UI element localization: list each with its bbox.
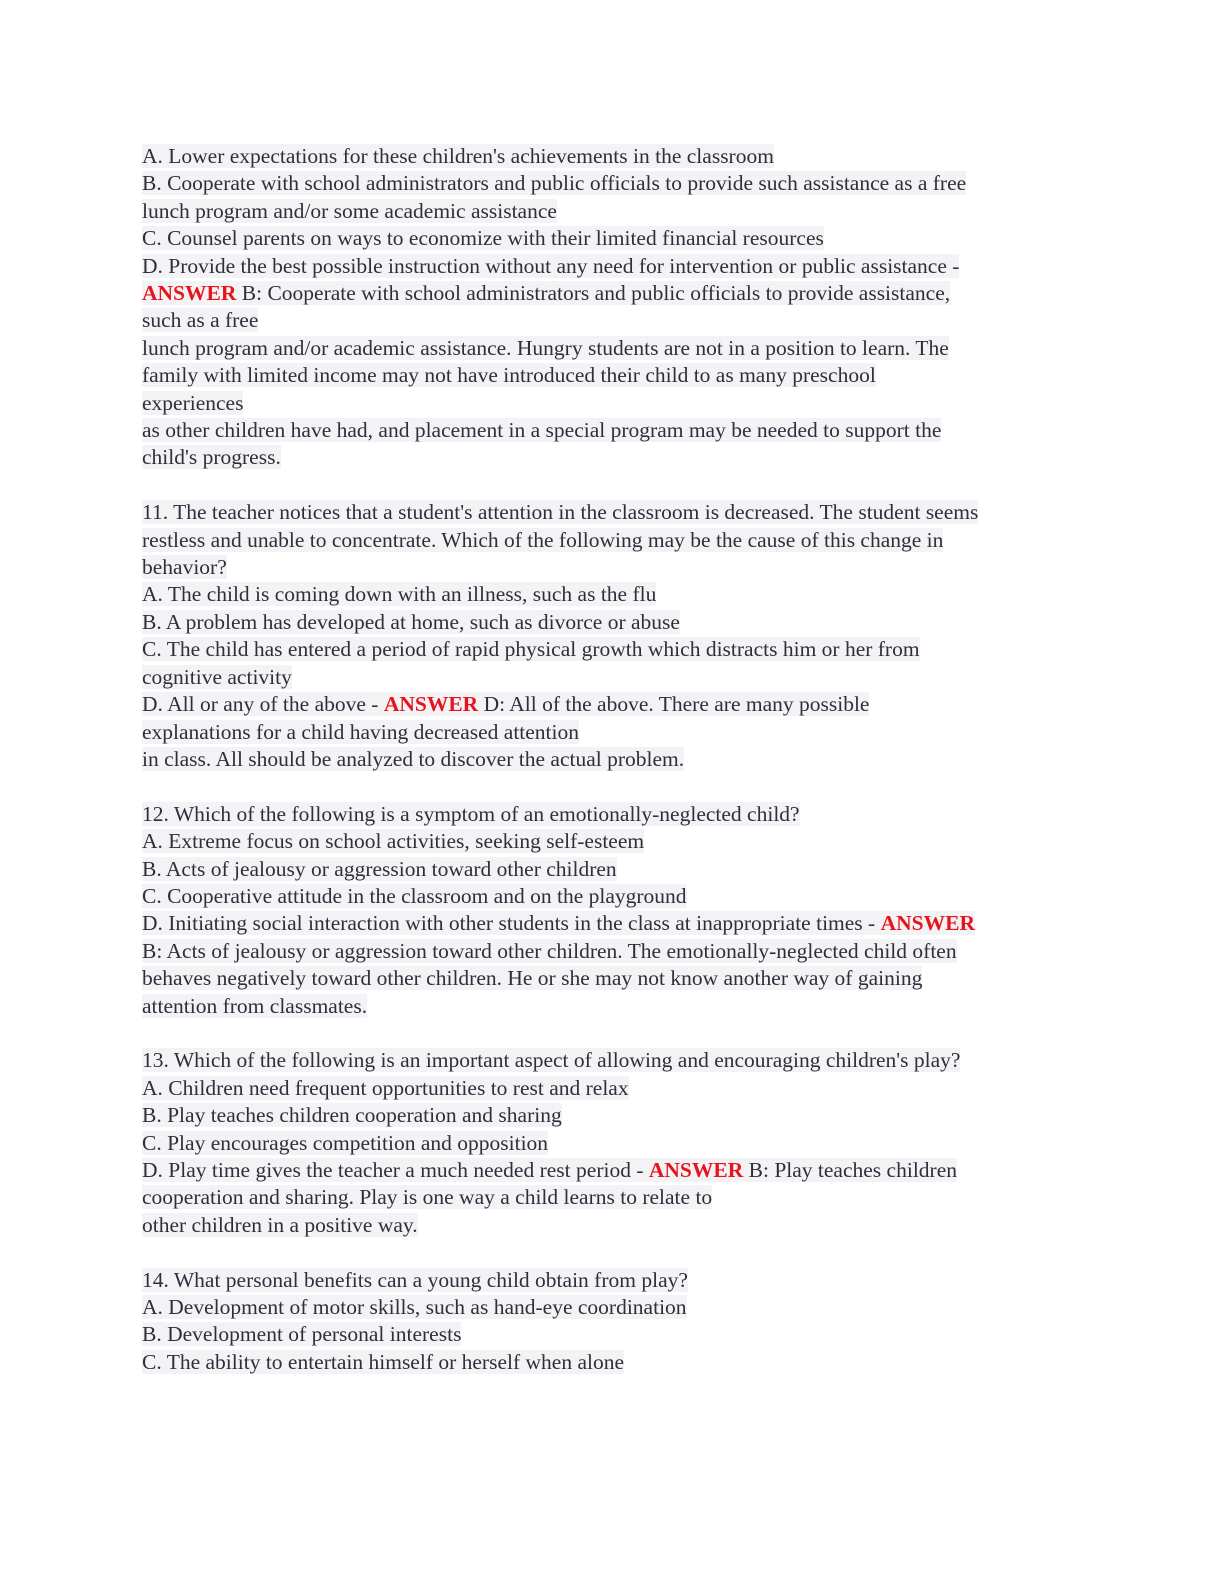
q11-question-line2: restless and unable to concentrate. Which of the following may be the cause of this change in	[142, 527, 944, 552]
q13-option-d: D. Play time gives the teacher a much needed rest period - ANSWER B: Play teaches children	[142, 1157, 957, 1182]
q13-question: 13. Which of the following is an important aspect of allowing and encouraging children's play?	[142, 1048, 961, 1073]
q11-option-d: D. All or any of the above - ANSWER D: All of the above. There are many possible	[142, 692, 870, 717]
q13-option-b: B. Play teaches children cooperation and sharing	[142, 1103, 562, 1128]
q10-option-c: C. Counsel parents on ways to economize with their limited financial resources	[142, 226, 824, 251]
q10-answer-line2: such as a free	[142, 308, 259, 333]
spacer	[142, 1020, 1082, 1047]
q10-option-b-line2: lunch program and/or some academic assistance	[142, 198, 557, 223]
q12-option-b: B. Acts of jealousy or aggression toward other children	[142, 856, 617, 881]
q11-answer-line2: explanations for a child having decreased attention	[142, 719, 580, 744]
q11-option-b: B. A problem has developed at home, such as divorce or abuse	[142, 609, 680, 634]
q12-answer-line2: behaves negatively toward other children. He or she may not know another way of gaining	[142, 966, 923, 991]
q10-option-b-line1: B. Cooperate with school administrators and public officials to provide such assistance as a free	[142, 171, 967, 196]
q14-option-c: C. The ability to entertain himself or herself when alone	[142, 1349, 625, 1374]
q12-option-c: C. Cooperative attitude in the classroom and on the playground	[142, 883, 687, 908]
q10-option-a: A. Lower expectations for these children's achievements in the classroom	[142, 144, 774, 168]
spacer	[142, 773, 1082, 800]
q12-answer-line1: B: Acts of jealousy or aggression toward other children. The emotionally-neglected child often	[142, 938, 957, 963]
q10-answer-line1: ANSWER B: Cooperate with school administrators and public officials to provide assistance,	[142, 281, 951, 306]
q14-option-b: B. Development of personal interests	[142, 1322, 462, 1347]
q10-answer-line4: family with limited income may not have introduced their child to as many preschool	[142, 363, 876, 388]
q12-answer-line3: attention from classmates.	[142, 993, 368, 1018]
q11-option-a: A. The child is coming down with an illness, such as the flu	[142, 582, 657, 607]
q13-option-a: A. Children need frequent opportunities to rest and relax	[142, 1075, 629, 1100]
q14-question: 14. What personal benefits can a young child obtain from play?	[142, 1267, 688, 1292]
q13-option-c: C. Play encourages competition and opposition	[142, 1130, 549, 1155]
q10-answer-line6: as other children have had, and placement in a special program may be needed to support the	[142, 418, 942, 443]
answer-label: ANSWER	[880, 911, 975, 936]
q11-answer-line3: in class. All should be analyzed to discover the actual problem.	[142, 746, 685, 771]
answer-label: ANSWER	[142, 281, 237, 306]
spacer	[142, 1239, 1082, 1266]
page-content	[142, 143, 1082, 1376]
q12-option-a: A. Extreme focus on school activities, seeking self-esteem	[142, 829, 645, 854]
q12-option-d: D. Initiating social interaction with other students in the class at inappropriate times - ANSWER	[142, 911, 975, 936]
q13-answer-line3: other children in a positive way.	[142, 1212, 418, 1237]
q11-question-line3: behavior?	[142, 555, 227, 580]
q12-question: 12. Which of the following is a symptom of an emotionally-neglected child?	[142, 801, 800, 826]
q14-option-a: A. Development of motor skills, such as hand-eye coordination	[142, 1295, 687, 1319]
q10-option-d: D. Provide the best possible instruction without any need for intervention or public assistance -	[142, 253, 960, 278]
q10-answer-line5: experiences	[142, 390, 244, 415]
q10-answer-line7: child's progress.	[142, 445, 281, 470]
q13-answer-line2: cooperation and sharing. Play is one way a child learns to relate to	[142, 1185, 713, 1210]
answer-label: ANSWER	[648, 1157, 744, 1182]
q11-question-line1: 11. The teacher notices that a student's attention in the classroom is decreased. The student seems	[142, 500, 979, 525]
answer-label: ANSWER	[383, 692, 479, 717]
spacer	[142, 472, 1082, 499]
q10-answer-line3: lunch program and/or academic assistance. Hungry students are not in a position to learn. The	[142, 335, 949, 360]
q11-option-c-line2: cognitive activity	[142, 664, 292, 689]
q11-option-c-line1: C. The child has entered a period of rapid physical growth which distracts him or her from	[142, 637, 920, 662]
